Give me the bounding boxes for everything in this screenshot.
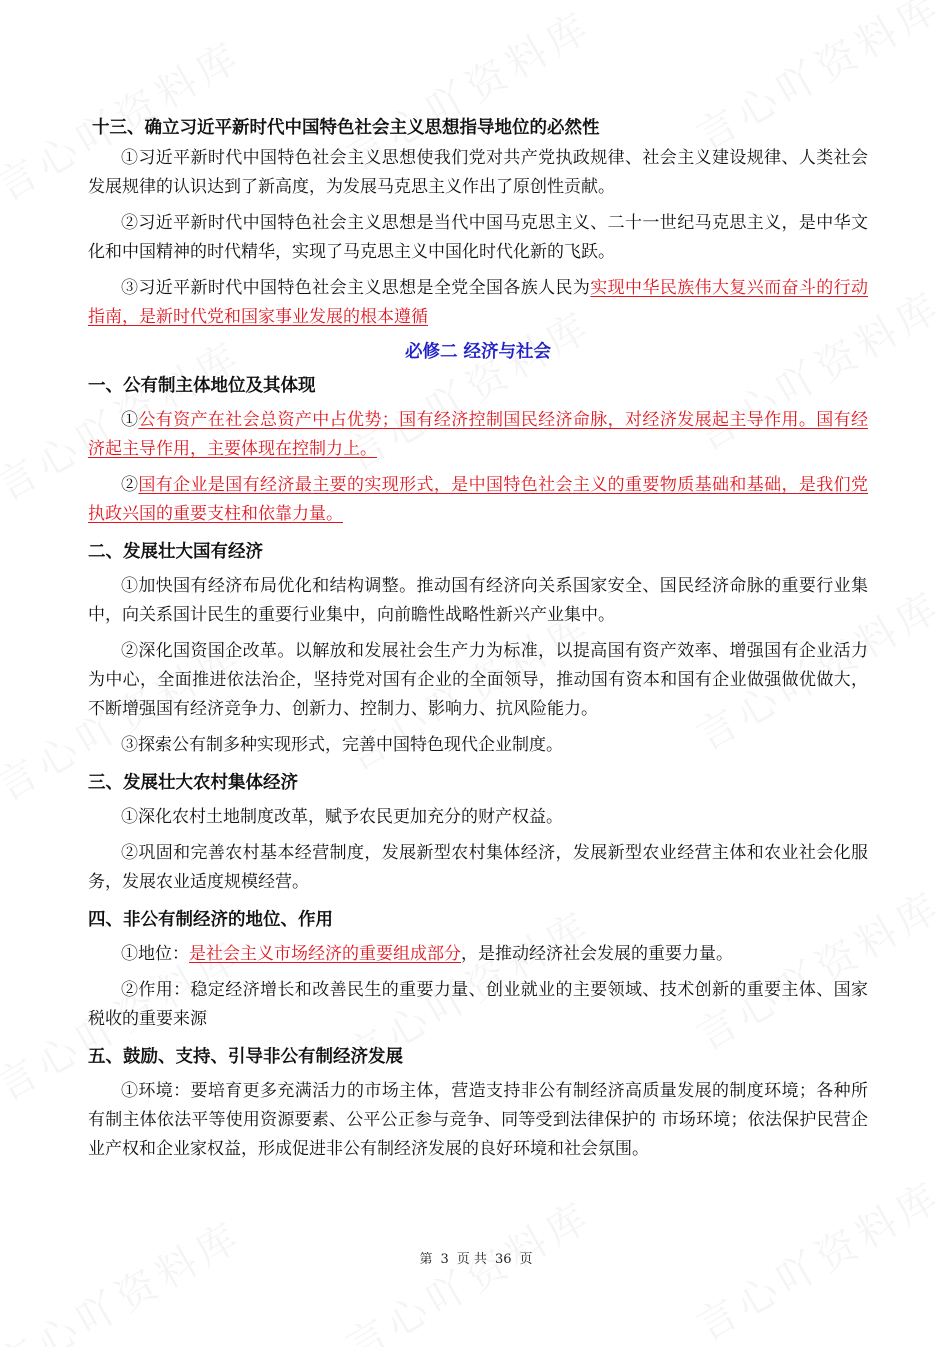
section-4-paragraph-2: ②作用：稳定经济增长和改善民生的重要力量、创业就业的主要领域、技术创新的重要主体、国家税收的重要来源 — [88, 980, 868, 1029]
highlighted-text: 是社会主义市场经济的重要组成部分 — [189, 944, 461, 964]
footer-suffix: 页 — [519, 1252, 533, 1267]
section-13-heading: 十三、确立习近平新时代中国特色社会主义思想指导地位的必然性 — [92, 118, 600, 138]
paragraph-text: ① — [121, 410, 139, 430]
section-3-paragraph-1: ①深化农村土地制度改革，赋予农民更加充分的财产权益。 — [121, 807, 563, 827]
section-4-heading: 四、非公有制经济的地位、作用 — [88, 910, 333, 930]
highlighted-text: 实现中华民族伟大复兴而奋斗的行动指南，是新时代党和国家事业发展的根本遵循 — [88, 278, 869, 327]
section-13-paragraph-2: ②习近平新时代中国特色社会主义思想是当代中国马克思主义、二十一世纪马克思主义，是中华文化和中国精神的时代精华，实现了马克思主义中国化时代化新的飞跃。 — [88, 213, 868, 262]
section-4-paragraph-1 — [88, 940, 868, 969]
section-13-paragraph-3 — [88, 274, 868, 332]
page-content — [88, 112, 868, 1164]
module-title: 必修二 经济与社会 — [404, 342, 552, 362]
highlighted-text: 公有资产在社会总资产中占优势；国有经济控制国民经济命脉，对经济发展起主导作用。国有经济起主导作用，主要体现在控制力上。 — [88, 410, 869, 459]
watermark-text — [0, 1205, 252, 1347]
section-1-paragraph-2 — [88, 471, 868, 529]
section-3-paragraph-2: ②巩固和完善农村基本经营制度，发展新型农村集体经济，发展新型农业经营主体和农业社会化服务，发展农业适度规模经营。 — [88, 843, 868, 892]
footer-prefix: 第 — [419, 1252, 433, 1267]
section-1-heading: 一、公有制主体地位及其体现 — [88, 376, 316, 396]
footer-mid: 页 共 — [456, 1252, 487, 1267]
page-footer — [0, 1248, 952, 1267]
section-5-paragraph-1: ①环境：要培育更多充满活力的市场主体，营造支持非公有制经济高质量发展的制度环境；各种所有制主体依法平等使用资源要素、公平公正参与竞争、同等受到法律保护的 市场环境；依法保护民营企业产权和企业家权益，形成促进非公有制经济发展的良好环境和社会氛围。 — [88, 1081, 868, 1159]
paragraph-text: ，是推动经济社会发展的重要力量。 — [461, 944, 733, 964]
total-page-count: 36 — [494, 1252, 512, 1267]
section-1-paragraph-1 — [88, 406, 868, 464]
paragraph-text: ①地位： — [121, 944, 189, 964]
current-page-number: 3 — [440, 1252, 449, 1267]
section-2-heading: 二、发展壮大国有经济 — [88, 542, 263, 562]
section-2-paragraph-2: ②深化国资国企改革。以解放和发展社会生产力为标准，以提高国有资产效率、增强国有企业活力为中心，全面推进依法治企，坚持党对国有企业的全面领导，推动国有资本和国有企业做强做优做大，不断增强国有经济竞争力、创新力、控制力、影响力、抗风险能力。 — [88, 641, 868, 719]
paragraph-text: ② — [121, 475, 139, 495]
highlighted-text: 国有企业是国有经济最主要的实现形式，是中国特色社会主义的重要物质基础和基础，是我们党执政兴国的重要支柱和依靠力量。 — [88, 475, 869, 524]
section-2-paragraph-1: ①加快国有经济布局优化和结构调整。推动国有经济向关系国家安全、国民经济命脉的重要行业集中，向关系国计民生的重要行业集中，向前瞻性战略性新兴产业集中。 — [88, 576, 868, 625]
section-13-paragraph-1: ①习近平新时代中国特色社会主义思想使我们党对共产党执政规律、社会主义建设规律、人类社会发展规律的认识达到了新高度，为发展马克思主义作出了原创性贡献。 — [88, 148, 868, 197]
section-5-heading: 五、鼓励、支持、引导非公有制经济发展 — [88, 1047, 403, 1067]
section-2-paragraph-3: ③探索公有制多种实现形式，完善中国特色现代企业制度。 — [121, 735, 563, 755]
paragraph-text: ③习近平新时代中国特色社会主义思想是全党全国各族人民为 — [121, 278, 591, 298]
section-3-heading: 三、发展壮大农村集体经济 — [88, 773, 298, 793]
